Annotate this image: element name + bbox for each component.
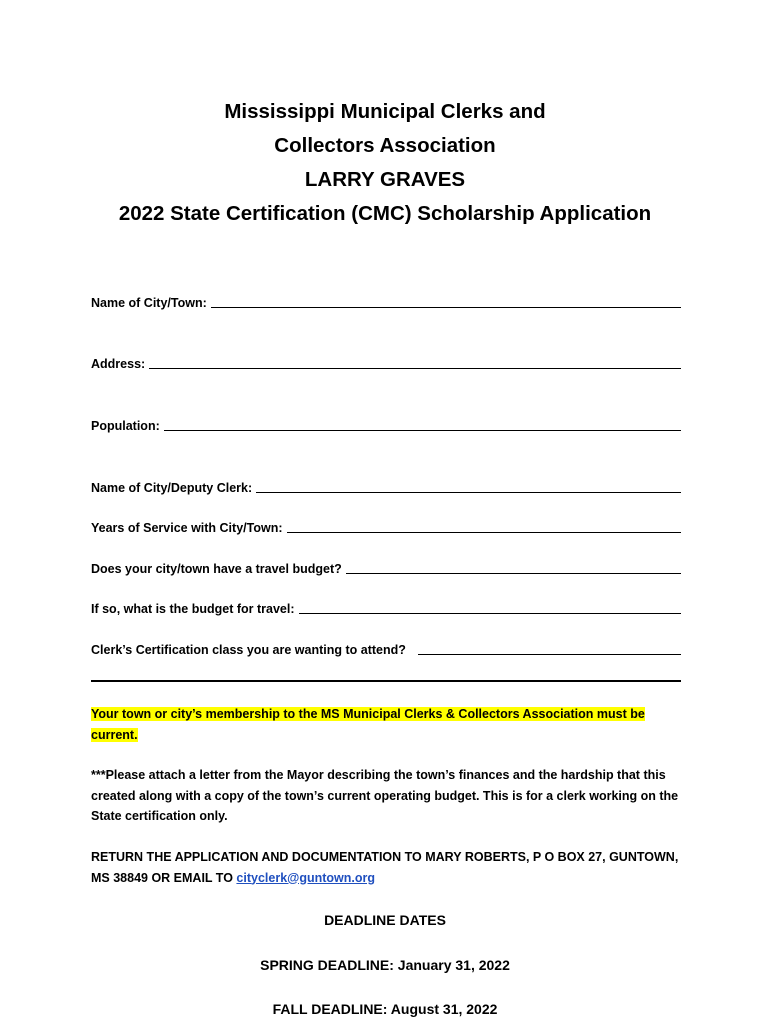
title-line-3: LARRY GRAVES (304, 168, 466, 191)
title-line-1: Mississippi Municipal Clerks and (224, 100, 546, 123)
field-label: Years of Service with City/Town: (91, 521, 283, 535)
field-budget-amount (91, 598, 681, 616)
field-label: Name of City/Town: (91, 296, 207, 310)
document-title (0, 95, 770, 231)
spring-deadline: SPRING DEADLINE: January 31, 2022 (260, 957, 510, 973)
field-label: Population: (91, 419, 160, 433)
membership-notice-text: Your town or city’s membership to the MS Municipal Clerks & Collectors Association must be current. (91, 707, 645, 742)
return-instructions-text: RETURN THE APPLICATION AND DOCUMENTATION TO MARY ROBERTS, P O BOX 27, GUNTOWN, MS 38849 OR EMAIL TO (91, 850, 679, 885)
field-deputy-clerk (91, 477, 681, 495)
field-travel-budget (91, 558, 681, 576)
certification-class-blank[interactable] (418, 640, 681, 655)
population-blank[interactable] (164, 416, 681, 431)
field-label: Address: (91, 357, 146, 371)
return-instructions (91, 847, 681, 888)
field-population (91, 415, 681, 433)
deadline-heading: DEADLINE DATES (324, 912, 446, 928)
deputy-clerk-blank[interactable] (256, 478, 681, 493)
city-town-blank[interactable] (211, 293, 681, 308)
years-of-service-blank[interactable] (287, 518, 682, 533)
membership-notice (91, 704, 681, 745)
title-line-4: 2022 State Certification (CMC) Scholarship Application (118, 202, 652, 225)
field-label: Does your city/town have a travel budget? (91, 562, 342, 576)
title-line-2: Collectors Association (274, 134, 496, 157)
field-years-of-service (91, 517, 681, 535)
field-address (91, 353, 681, 371)
budget-amount-blank[interactable] (299, 599, 682, 614)
field-label: If so, what is the budget for travel: (91, 602, 295, 616)
field-label: Clerk’s Certification class you are wanting to attend? (91, 643, 406, 657)
field-city-town (91, 292, 681, 310)
attach-notice: ***Please attach a letter from the Mayor describing the town’s finances and the hardship that this created along with a copy of the town’s current operating budget. This is for a clerk working on the State certification only. (91, 768, 679, 823)
field-label: Name of City/Deputy Clerk: (91, 481, 253, 495)
email-link[interactable]: cityclerk@guntown.org (236, 870, 376, 885)
section-divider (91, 680, 681, 682)
address-blank[interactable] (149, 354, 681, 369)
travel-budget-blank[interactable] (346, 559, 681, 574)
field-certification-class (91, 639, 681, 657)
fall-deadline: FALL DEADLINE: August 31, 2022 (272, 1001, 498, 1017)
